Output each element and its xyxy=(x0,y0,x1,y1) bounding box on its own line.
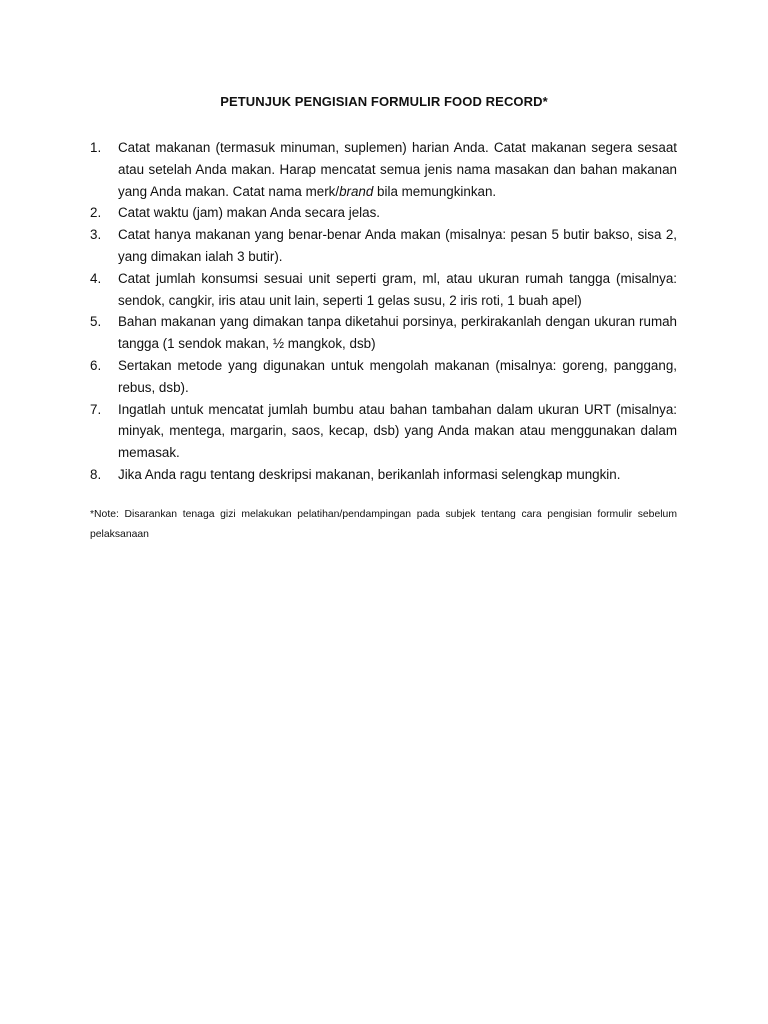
item-text: Jika Anda ragu tentang deskripsi makanan, berikanlah informasi selengkap mungkin. xyxy=(118,466,621,482)
item-number: 3. xyxy=(90,227,102,243)
list-item xyxy=(90,268,677,312)
item-number: 8. xyxy=(90,466,102,482)
list-item xyxy=(90,399,677,464)
item-text-part: bila memungkinkan. xyxy=(373,183,497,199)
list-item xyxy=(90,355,677,399)
list-item xyxy=(90,464,677,486)
item-number: 4. xyxy=(90,270,102,286)
list-item xyxy=(90,137,677,202)
item-text: Catat waktu (jam) makan Anda secara jelas. xyxy=(118,205,380,221)
item-number: 2. xyxy=(90,205,102,221)
list-item xyxy=(90,311,677,355)
item-number: 7. xyxy=(90,401,102,417)
list-item xyxy=(90,224,677,268)
item-text: Sertakan metode yang digunakan untuk mengolah makanan (misalnya: goreng, panggang, rebus, dsb). xyxy=(118,357,677,395)
item-text-italic: brand xyxy=(339,183,374,199)
instruction-list xyxy=(90,137,677,486)
item-number: 5. xyxy=(90,314,102,330)
list-item xyxy=(90,202,677,224)
item-text-part: Catat makanan (termasuk minuman, suplemen) harian Anda. Catat makanan segera sesaat atau setelah Anda makan. Harap mencatat semua jenis nama masakan dan bahan makanan yang Anda makan. Catat nama merk/ xyxy=(118,140,677,199)
document-title: PETUNJUK PENGISIAN FORMULIR FOOD RECORD* xyxy=(220,94,548,109)
item-text: Ingatlah untuk mencatat jumlah bumbu atau bahan tambahan dalam ukuran URT (misalnya: minyak, mentega, margarin, saos, kecap, dsb) yang Anda makan atau menggunakan dalam memasak. xyxy=(118,401,677,461)
item-number: 1. xyxy=(90,140,102,155)
item-text: Bahan makanan yang dimakan tanpa diketahui porsinya, perkirakanlah dengan ukuran rumah tangga (1 sendok makan, ½ mangkok, dsb) xyxy=(118,314,677,352)
item-text: Catat hanya makanan yang benar-benar Anda makan (misalnya: pesan 5 butir bakso, sisa 2, yang dimakan ialah 3 butir). xyxy=(118,227,677,264)
item-text: Catat jumlah konsumsi sesuai unit seperti gram, ml, atau ukuran rumah tangga (misalnya: sendok, cangkir, iris atau unit lain, seperti 1 gelas susu, 2 iris roti, 1 buah apel) xyxy=(118,270,677,308)
item-text xyxy=(118,140,677,199)
footnote: *Note: Disarankan tenaga gizi melakukan pelatihan/pendampingan pada subjek tentang cara pengisian formulir sebelum pelaksanaan xyxy=(90,509,677,540)
item-number: 6. xyxy=(90,357,102,373)
